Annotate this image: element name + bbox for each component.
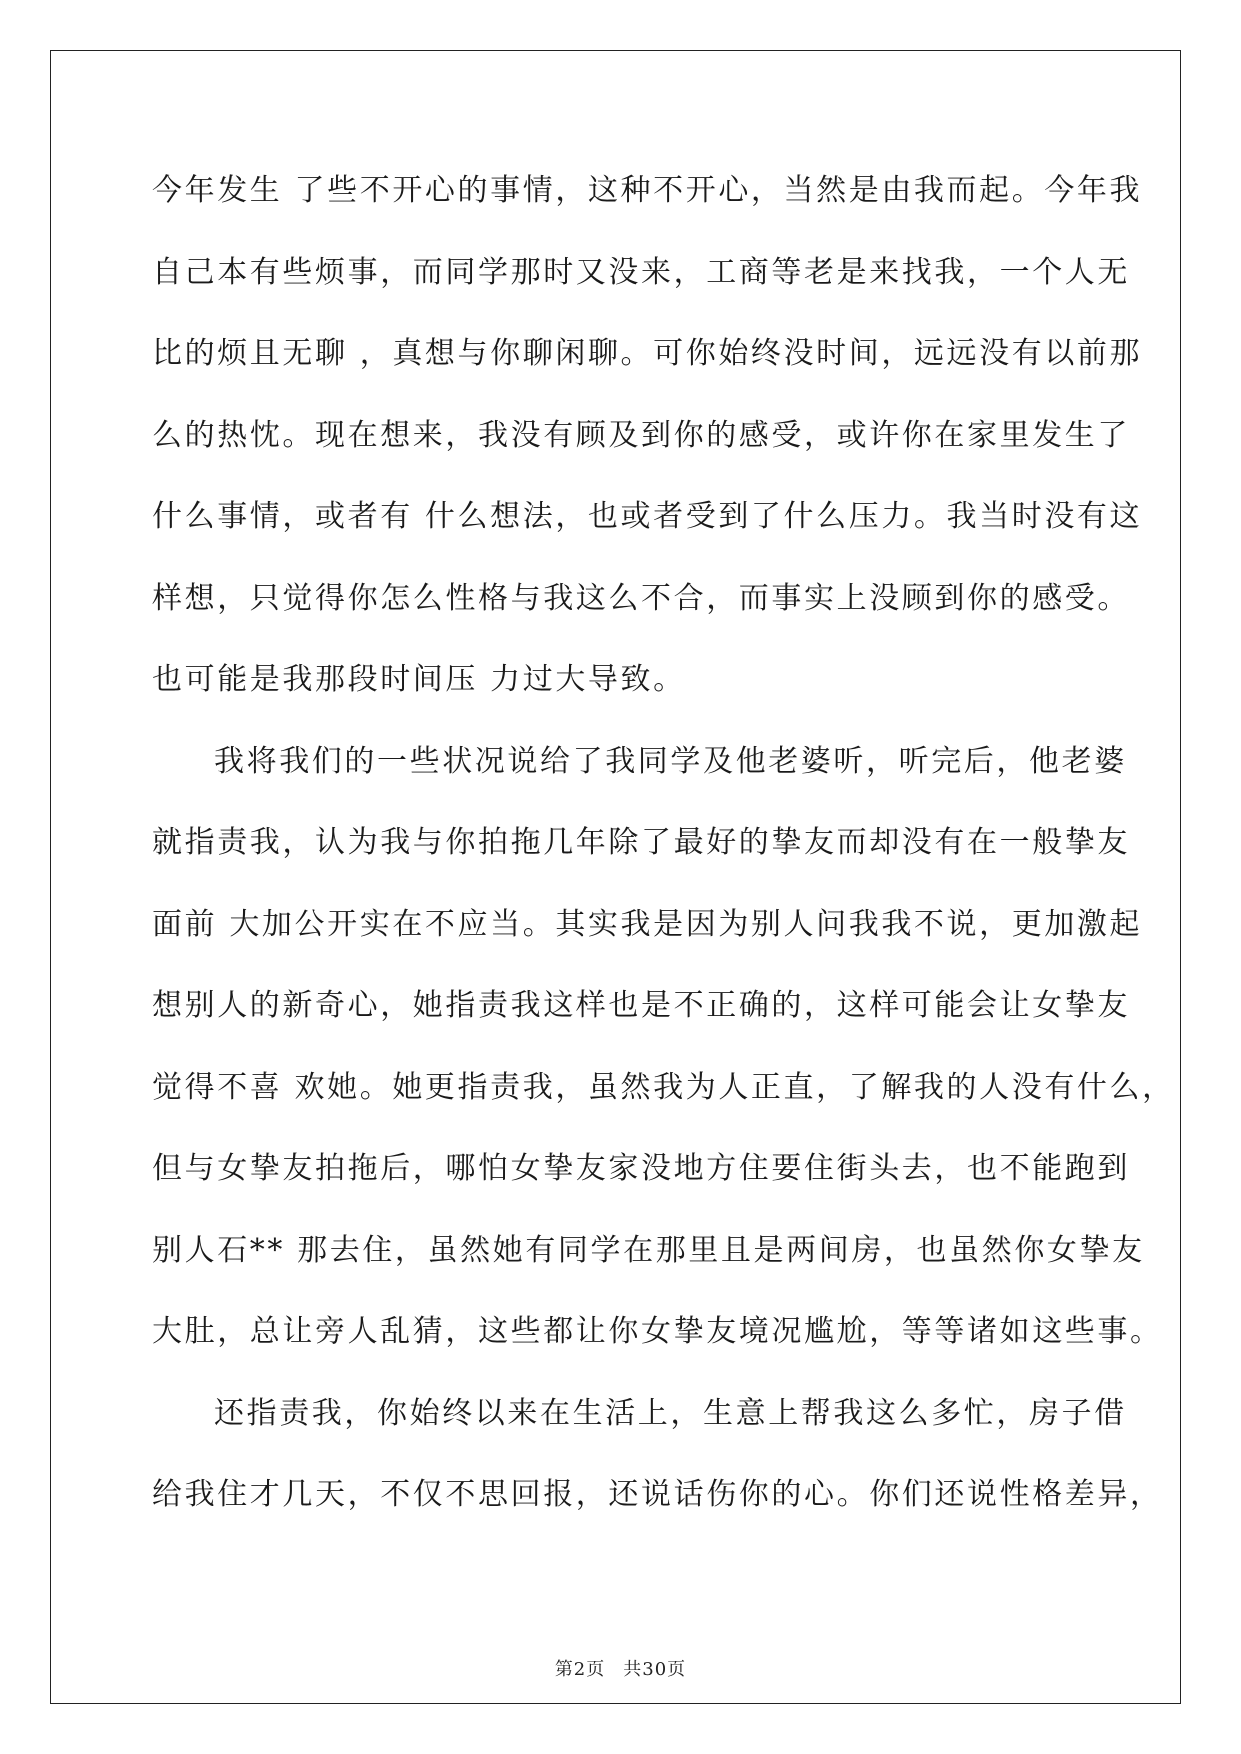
text-line: 么的热忱。现在想来，我没有顾及到你的感受，或许你在家里发生了: [152, 417, 1130, 453]
text-line: 比的烦且无聊 ，真想与你聊闲聊。可你始终没时间，远远没有以前那: [152, 336, 1143, 371]
page-total: 共30页: [623, 1659, 687, 1680]
text-line: 今年发生 了些不开心的事情，这种不开心，当然是由我而起。今年我: [152, 173, 1143, 208]
text-line: 给我住才几天，不仅不思回报，还说话伤你的心。你们还说性格差异，: [152, 1477, 1163, 1512]
text-line: 别人石** 那去住，虽然她有同学在那里且是两间房，也虽然你女挚友: [152, 1232, 1145, 1268]
text-line: 就指责我，认为我与你拍拖几年除了最好的挚友而却没有在一般挚友: [152, 825, 1130, 860]
paragraph-first-line: 还指责我，你始终以来在生活上，生意上帮我这么多忙，房子借: [214, 1395, 1127, 1431]
page-number: 第2页: [554, 1659, 606, 1680]
document-body: [152, 164, 1175, 1550]
text-line: 面前 大加公开实在不应当。其实我是因为别人问我我不说，更加激起: [152, 906, 1143, 942]
text-line: 大肚，总让旁人乱猜，这些都让你女挚友境况尴尬，等等诸如这些事。: [152, 1314, 1163, 1349]
page-footer: [0, 1655, 1241, 1681]
text-line: 样想，只觉得你怎么性格与我这么不合，而事实上没顾到你的感受。: [152, 580, 1130, 616]
text-line: 想别人的新奇心，她指责我这样也是不正确的，这样可能会让女挚友: [152, 988, 1130, 1023]
text-line: 自己本有些烦事，而同学那时又没来，工商等老是来找我，一个人无: [152, 254, 1130, 290]
text-line: 但与女挚友拍拖后，哪怕女挚友家没地方住要住街头去，也不能跑到: [152, 1151, 1130, 1186]
text-line: 也可能是我那段时间压 力过大导致。: [152, 662, 686, 697]
text-line: 什么事情，或者有 什么想法，也或者受到了什么压力。我当时没有这: [152, 499, 1143, 534]
paragraph-first-line: 我将我们的一些状况说给了我同学及他老婆听，听完后，他老婆: [214, 743, 1127, 779]
text-line: 觉得不喜 欢她。她更指责我，虽然我为人正直，了解我的人没有什么，: [152, 1069, 1175, 1105]
